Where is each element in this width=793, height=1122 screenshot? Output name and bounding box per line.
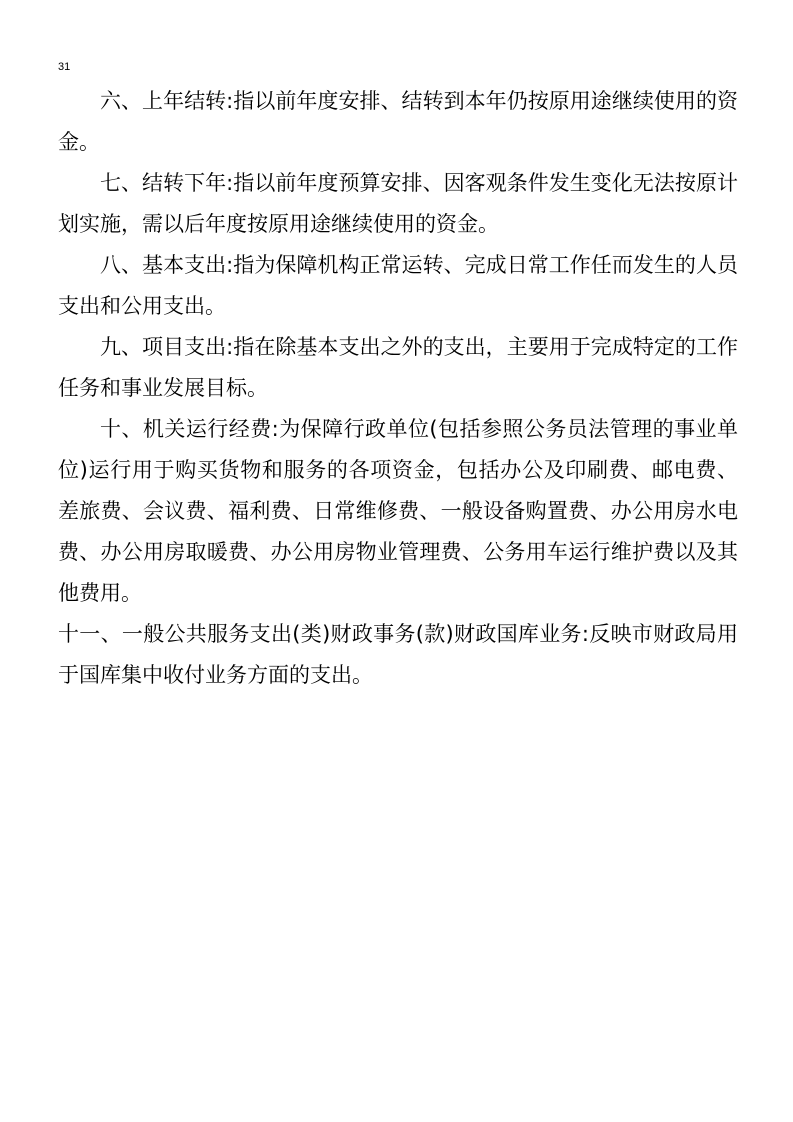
paragraph-carryover-from-previous-year: 六、上年结转:指以前年度安排、结转到本年仍按原用途继续使用的资金。 (58, 89, 738, 154)
paragraph-operating-expenses: 十、机关运行经费:为保障行政单位(包括参照公务员法管理的事业单位)运行用于购买货物和服务的各项资金，包括办公及印刷费、邮电费、差旅费、会议费、福利费、日常维修费、一般设备购置费、办公用房水电费、办公用房取暖费、办公用房物业管理费、公务用车运行维护费以及其他费用。 (58, 417, 738, 605)
paragraph-treasury-business: 十一、一般公共服务支出(类)财政事务(款)财政国库业务:反映市财政局用于国库集中收付业务方面的支出。 (58, 622, 738, 687)
paragraph-carryover-to-next-year: 七、结转下年:指以前年度预算安排、因客观条件发生变化无法按原计划实施，需以后年度按原用途继续使用的资金。 (58, 171, 738, 236)
paragraph-project-expenditure: 九、项目支出:指在除基本支出之外的支出，主要用于完成特定的工作任务和事业发展目标。 (58, 335, 738, 400)
paragraph-basic-expenditure: 八、基本支出:指为保障机构正常运转、完成日常工作任而发生的人员支出和公用支出。 (58, 253, 738, 318)
page-number: 31 (58, 61, 71, 73)
document-body (58, 81, 738, 696)
